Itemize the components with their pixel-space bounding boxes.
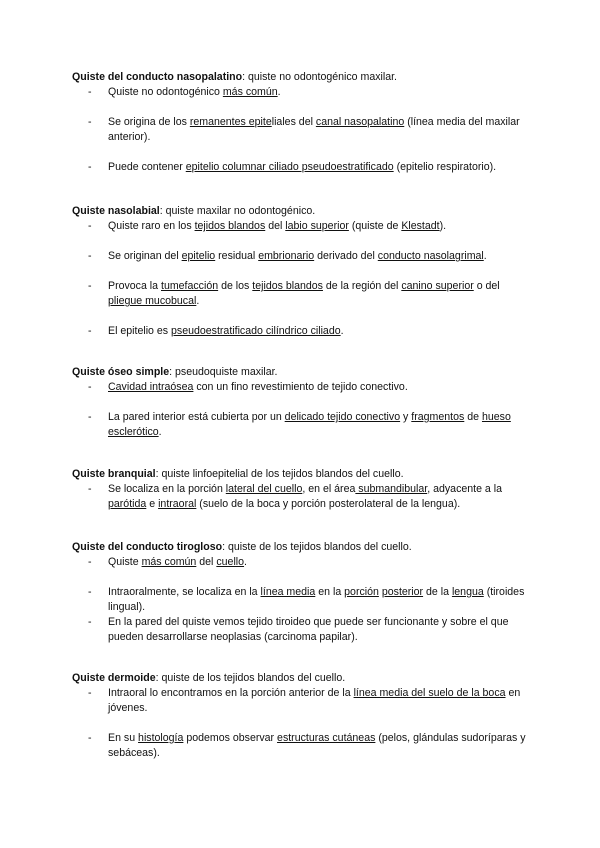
section-nasolabial <box>72 204 532 339</box>
underlined-term: línea media <box>260 586 316 598</box>
underlined-term: más común <box>222 86 278 98</box>
underlined-term: lateral del cuello <box>225 483 303 495</box>
bullet-list <box>72 219 532 339</box>
item-text: o del <box>473 280 500 292</box>
underlined-term: Cavidad intraósea <box>108 381 194 393</box>
underlined-term: epitelio <box>181 250 216 262</box>
item-text: Intraoral lo encontramos en la porción anterior de la <box>108 687 354 699</box>
item-text: , en el área <box>302 483 356 495</box>
list-item <box>72 85 532 100</box>
section-heading <box>72 467 532 482</box>
section-nasopalatino <box>72 70 532 175</box>
section-description: : quiste de los tejidos blandos del cuello. <box>222 541 412 553</box>
underlined-term: lengua <box>451 586 484 598</box>
underlined-term: línea media del suelo de la boca <box>353 687 506 699</box>
underlined-term: canino superior <box>401 280 474 292</box>
item-text: en jóvenes. <box>108 687 521 714</box>
list-item <box>72 731 532 761</box>
item-text: En su <box>108 732 139 744</box>
section-heading <box>72 365 532 380</box>
list-item <box>72 324 532 339</box>
dash-bullet: - <box>88 280 92 292</box>
list-item <box>72 219 532 234</box>
dash-bullet: - <box>88 86 92 98</box>
item-text: de los <box>218 280 253 292</box>
underlined-term: embrionario <box>258 250 315 262</box>
dash-bullet: - <box>88 483 92 495</box>
item-text: Puede contener <box>108 161 186 173</box>
item-text: de <box>464 411 482 423</box>
bullet-list <box>72 380 532 440</box>
dash-bullet: - <box>88 732 92 744</box>
underlined-term: posterior <box>381 586 424 598</box>
item-text: de la <box>423 586 452 598</box>
section-heading <box>72 204 532 219</box>
item-text: En la pared del quiste vemos tejido tiroideo que puede ser funcionante y sobre el que pueden desarrollarse neoplasias (carcinoma papilar). <box>108 616 509 643</box>
underlined-term: remanentes epite <box>189 116 272 128</box>
bullet-list <box>72 85 532 175</box>
item-text: Quiste no odontogénico <box>108 86 223 98</box>
dash-bullet: - <box>88 556 92 568</box>
list-item <box>72 555 532 570</box>
item-text: . <box>158 426 162 438</box>
dash-bullet: - <box>88 411 92 423</box>
dash-bullet: - <box>88 161 92 173</box>
item-text: (pelos, glándulas sudoríparas y sebáceas). <box>108 732 526 759</box>
section-heading <box>72 70 532 85</box>
bullet-list <box>72 482 532 512</box>
list-item <box>72 160 532 175</box>
dash-bullet: - <box>88 325 92 337</box>
section-description: : quiste de los tejidos blandos del cuello. <box>155 672 346 684</box>
item-text: podemos observar <box>183 732 278 744</box>
item-text: de la región del <box>322 280 402 292</box>
item-text: Quiste <box>108 556 142 568</box>
item-text: (suelo de la boca y porción posterolateral de la lengua). <box>196 498 461 510</box>
section-tirogloso <box>72 540 532 645</box>
item-text: . <box>483 250 487 262</box>
item-text: e <box>146 498 159 510</box>
section-dermoide <box>72 671 532 761</box>
underlined-term: conducto nasolagrimal <box>377 250 484 262</box>
underlined-term: porción <box>344 586 379 598</box>
dash-bullet: - <box>88 381 92 393</box>
underlined-term: estructuras cutáneas <box>277 732 376 744</box>
underlined-term: pliegue mucobucal <box>108 295 197 307</box>
dash-bullet: - <box>88 586 92 598</box>
section-heading <box>72 671 532 686</box>
item-text: El epitelio es <box>108 325 172 337</box>
section-title: Quiste dermoide <box>72 672 156 684</box>
list-item <box>72 380 532 395</box>
list-item <box>72 279 532 309</box>
underlined-term: epitelio columnar ciliado pseudoestratificado <box>185 161 394 173</box>
underlined-term: cuello <box>216 556 245 568</box>
dash-bullet: - <box>88 250 92 262</box>
underlined-term: fragmentos <box>411 411 465 423</box>
underlined-term: tumefacción <box>161 280 219 292</box>
section-heading <box>72 540 532 555</box>
item-text: La pared interior está cubierta por un <box>108 411 285 423</box>
section-title: Quiste óseo simple <box>72 366 170 378</box>
section-description: : quiste maxilar no odontogénico. <box>159 205 316 217</box>
item-text: , adyacente a la <box>427 483 503 495</box>
item-text: Se origina de los <box>108 116 190 128</box>
item-text: . <box>196 295 200 307</box>
bullet-list <box>72 686 532 761</box>
dash-bullet: - <box>88 687 92 699</box>
underlined-term: intraoral <box>158 498 197 510</box>
item-text: Se originan del <box>108 250 182 262</box>
item-text: con un fino revestimiento de tejido conectivo. <box>193 381 408 393</box>
dash-bullet: - <box>88 616 92 628</box>
list-item <box>72 249 532 264</box>
item-text: Provoca la <box>108 280 161 292</box>
item-text: (tiroides lingual). <box>108 586 525 613</box>
item-text: y <box>400 411 412 423</box>
item-text: (quiste de <box>348 220 402 232</box>
underlined-term: tejidos blandos <box>194 220 266 232</box>
item-text: en la <box>315 586 345 598</box>
item-text: (epitelio respiratorio). <box>393 161 497 173</box>
underlined-term: más común <box>141 556 197 568</box>
section-description: : quiste no odontogénico maxilar. <box>242 71 397 83</box>
item-text: Se localiza en la porción <box>108 483 226 495</box>
underlined-term: Klestadt <box>401 220 440 232</box>
item-text: residual <box>215 250 259 262</box>
item-text: . <box>340 325 344 337</box>
item-text: derivado del <box>314 250 378 262</box>
dash-bullet: - <box>88 220 92 232</box>
underlined-term: canal nasopalatino <box>315 116 405 128</box>
item-text: Intraoralmente, se localiza en la <box>108 586 261 598</box>
section-description: : pseudoquiste maxilar. <box>169 366 278 378</box>
underlined-term: histología <box>138 732 184 744</box>
underlined-term: tejidos blandos <box>252 280 323 292</box>
section-oseo-simple <box>72 365 532 440</box>
item-text: del <box>265 220 286 232</box>
underlined-term: delicado tejido conectivo <box>284 411 401 423</box>
item-text: del <box>196 556 217 568</box>
list-item <box>72 482 532 512</box>
section-title: Quiste branquial <box>72 468 156 480</box>
underlined-term: submandibular <box>355 483 428 495</box>
bullet-list <box>72 555 532 645</box>
underlined-term: pseudoestratificado cilíndrico ciliado <box>171 325 341 337</box>
item-text: . <box>244 556 247 568</box>
underlined-term: labio superior <box>285 220 349 232</box>
underlined-term: hueso esclerótico <box>108 411 511 438</box>
item-text: ). <box>439 220 447 232</box>
item-text: liales del <box>271 116 316 128</box>
section-title: Quiste del conducto nasopalatino <box>72 71 243 83</box>
list-item <box>72 585 532 615</box>
section-title: Quiste del conducto tirogloso <box>72 541 223 553</box>
dash-bullet: - <box>88 116 92 128</box>
underlined-term: parótida <box>108 498 147 510</box>
item-text: (línea media del maxilar anterior). <box>108 116 520 143</box>
item-text: . <box>277 86 281 98</box>
section-branquial <box>72 467 532 512</box>
item-text: Quiste raro en los <box>108 220 195 232</box>
section-description: : quiste linfoepitelial de los tejidos blandos del cuello. <box>155 468 404 480</box>
list-item <box>72 615 532 645</box>
list-item <box>72 410 532 440</box>
list-item <box>72 686 532 716</box>
section-title: Quiste nasolabial <box>72 205 160 217</box>
list-item <box>72 115 532 145</box>
